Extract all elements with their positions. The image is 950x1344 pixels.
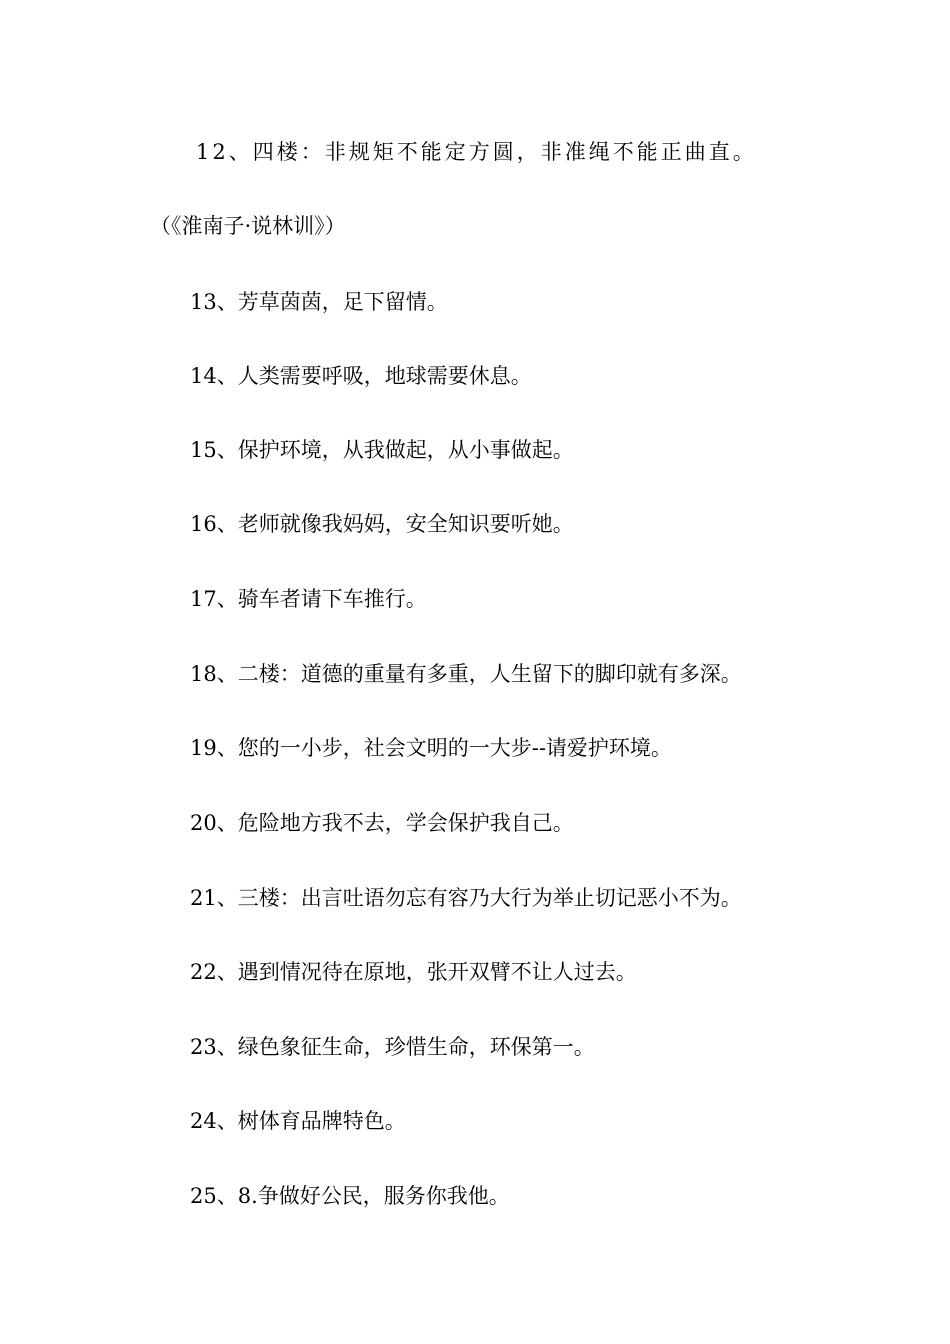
slogan-line-16: 16、老师就像我妈妈，安全知识要听她。: [190, 512, 574, 536]
slogan-line-17: 17、骑车者请下车推行。: [190, 587, 427, 611]
slogan-line-22: 22、遇到情况待在原地，张开双臂不让人过去。: [190, 960, 637, 984]
slogan-line-20: 20、危险地方我不去，学会保护我自己。: [190, 811, 574, 835]
slogan-line-15: 15、保护环境，从我做起，从小事做起。: [190, 438, 574, 462]
slogan-line-25: 25、8.争做好公民，服务你我他。: [190, 1184, 510, 1208]
slogan-line-19: 19、您的一小步，社会文明的一大步--请爱护环境。: [190, 736, 672, 760]
slogan-line-14: 14、人类需要呼吸，地球需要休息。: [190, 364, 532, 388]
slogan-line-13: 13、芳草茵茵，足下留情。: [190, 290, 448, 314]
citation-line: （《淮南子·说林训》）: [150, 214, 346, 238]
slogan-line-18: 18、二楼：道德的重量有多重，人生留下的脚印就有多深。: [190, 662, 742, 686]
slogan-line-24: 24、树体育品牌特色。: [190, 1109, 406, 1133]
slogan-line-12: 12、四楼：非规矩不能定方圆，非准绳不能正曲直。: [196, 140, 757, 164]
slogan-line-23: 23、绿色象征生命，珍惜生命，环保第一。: [190, 1035, 595, 1059]
slogan-line-21: 21、三楼：出言吐语勿忘有容乃大行为举止切记恶小不为。: [190, 886, 742, 910]
